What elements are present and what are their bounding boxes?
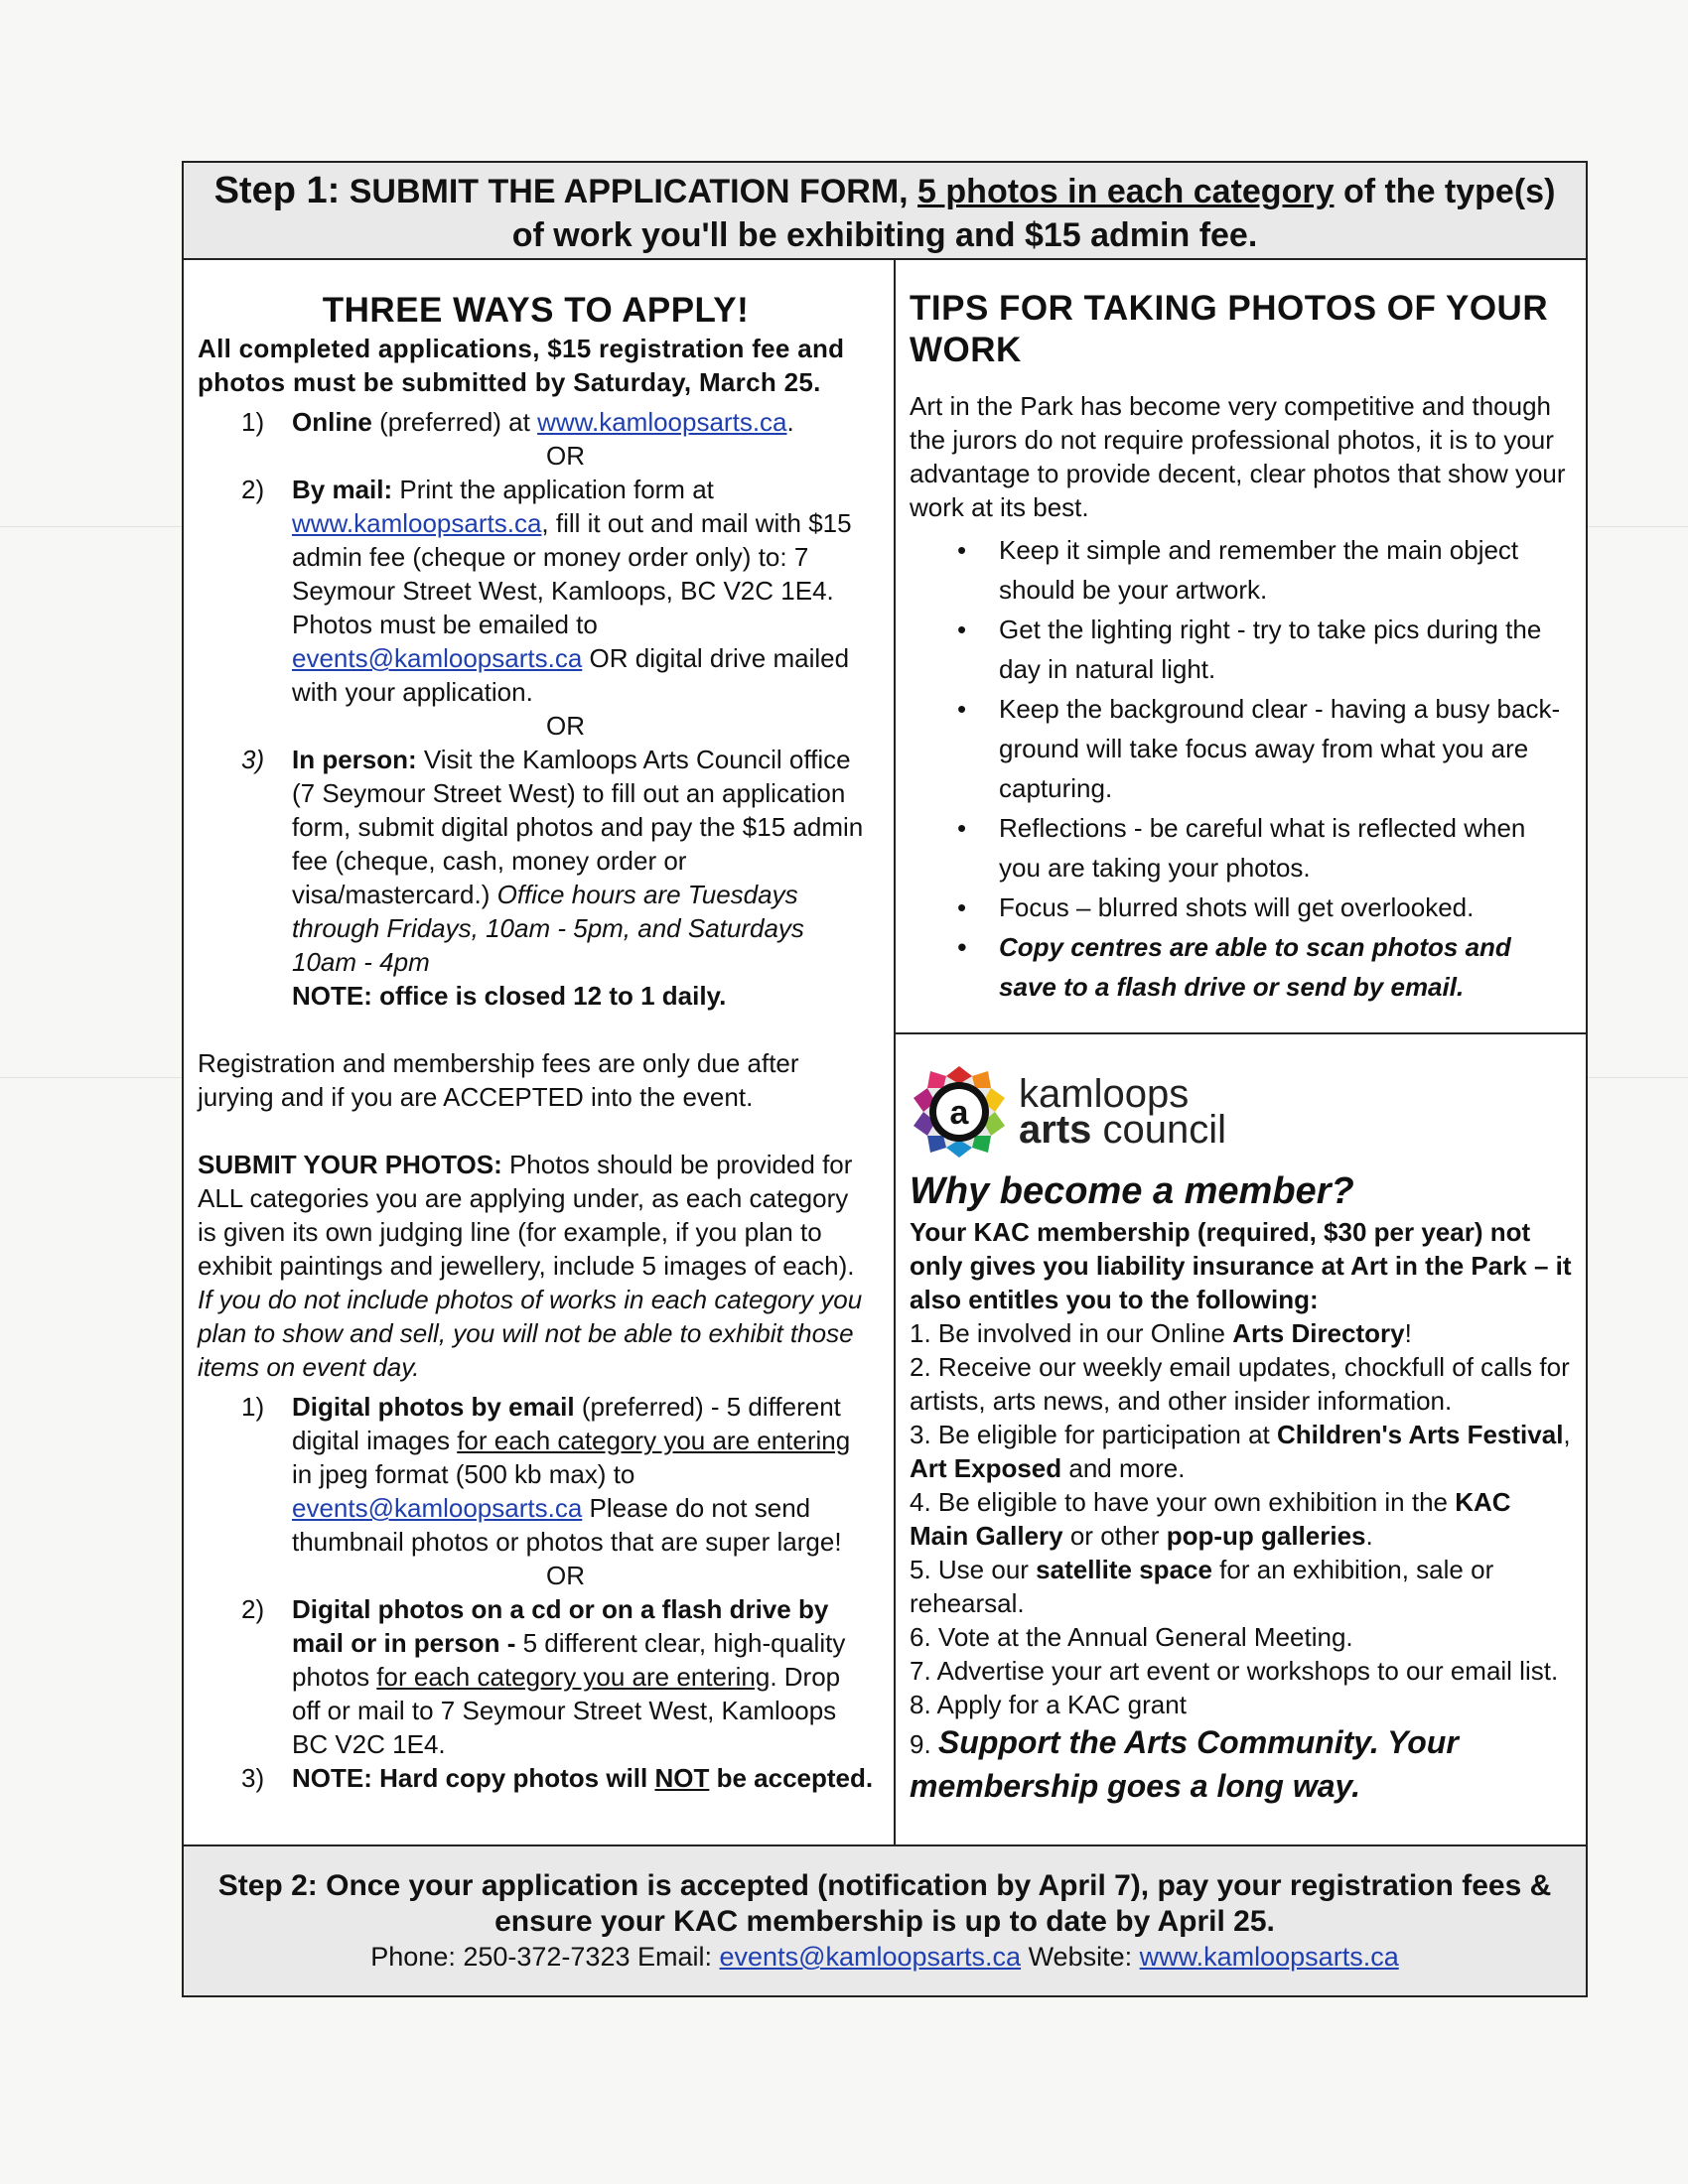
list-number: 2) (241, 475, 265, 504)
benefit-item: 9. Support the Arts Community. Your membership goes a long way. (910, 1724, 1459, 1804)
tip-item: • Reflections - be careful what is reflected when you are taking your photos. (910, 808, 1572, 887)
method-tail: . Drop off or mail to 7 Seymour Street West, Kamloops BC V2C 1E4. (292, 1662, 841, 1759)
method-text: (preferred) - 5 different digital images (292, 1392, 841, 1455)
apply-methods-2 (198, 473, 874, 709)
benefit-item: 2. Receive our weekly email updates, chockfull of calls for artists, arts news, and other insider information. (910, 1352, 1570, 1416)
method-title: Digital photos by email (292, 1392, 575, 1422)
kac-logo-text (1019, 1072, 1227, 1152)
submit-photos-heading: SUBMIT YOUR PHOTOS: (198, 1150, 502, 1179)
list-number: 2) (241, 1594, 265, 1624)
membership-benefits (910, 1316, 1572, 1807)
photo-drive (198, 1592, 874, 1761)
method-title: Digital photos on a cd or on a flash drive by mail or in person - (292, 1594, 829, 1658)
benefit-item: 1. Be involved in our Online Arts Directory! (910, 1318, 1412, 1348)
logo-line1: kamloops (1019, 1072, 1190, 1116)
or-separator: OR (546, 441, 585, 471)
step1-text-a: SUBMIT THE APPLICATION FORM, (340, 173, 918, 210)
apply-methods (198, 405, 874, 439)
step2-banner (184, 1844, 1586, 1995)
tips-section (896, 260, 1586, 1034)
tip-item-copy-centres: • Copy centres are able to scan photos and save to a flash drive or send by email. (910, 927, 1572, 1007)
benefit-item: 5. Use our satellite space for an exhibition, sale or rehearsal. (910, 1555, 1494, 1618)
list-number: 3) (241, 1763, 265, 1793)
contact-line (184, 1940, 1586, 1974)
apply-in-person (198, 743, 874, 1013)
method-title-underlined: NOT (654, 1763, 710, 1793)
underlined-text: for each category you are entering (376, 1662, 771, 1692)
tip-item: • Focus – blurred shots will get overlooked. (910, 887, 1572, 927)
submit-photos-paragraph (198, 1148, 874, 1384)
step1-lead: Step 1: (213, 170, 341, 211)
submit-photos-italic: If you do not include photos of works in each category you plan to show and sell, you will not be able to exhibit those items on event day. (198, 1285, 863, 1382)
photo-methods (198, 1390, 874, 1559)
benefit-item: 3. Be eligible for participation at Children's Arts Festival, Art Exposed and more. (910, 1420, 1571, 1483)
list-number: 3) (241, 745, 265, 774)
right-column (896, 260, 1586, 1844)
email-link[interactable]: events@kamloopsarts.ca (719, 1942, 1022, 1972)
apply-intro: All completed applications, $15 registration fee and photos must be submitted by Saturday, March 25. (198, 334, 845, 397)
apply-online (198, 405, 874, 439)
list-number: 1) (241, 407, 265, 437)
email-link[interactable]: events@kamloopsarts.ca (292, 643, 583, 673)
method-text: 5 different clear, high-quality photos (292, 1628, 846, 1692)
website-label: Website: (1021, 1942, 1140, 1972)
step1-text-b: of the type(s) of work you'll be exhibiting and $15 admin fee. (511, 173, 1556, 254)
apply-methods-3 (198, 743, 874, 1013)
list-number: 1) (241, 1392, 265, 1422)
kac-logo (910, 1062, 1572, 1161)
benefit-item: 6. Vote at the Annual General Meeting. (910, 1622, 1353, 1652)
method-title: By mail: (292, 475, 393, 504)
benefit-item: 4. Be eligible to have your own exhibition in the KAC Main Gallery or other pop-up galleries. (910, 1487, 1511, 1551)
method-title: be accepted. (709, 1763, 874, 1793)
step1-banner (184, 163, 1586, 260)
method-tail: . (786, 407, 794, 437)
phone-label: Phone: 250-372-7323 Email: (370, 1942, 720, 1972)
step2-text: Step 2: Once your application is accepted (notification by April 7), pay your registration fees & ensure your KAC membership is up to date by April 25. (217, 1869, 1552, 1938)
apply-by-mail (198, 473, 874, 709)
tip-item: • Keep it simple and remember the main object should be your artwork. (910, 530, 1572, 610)
membership-intro: Your KAC membership (required, $30 per year) not only gives you liability insurance at Art in the Park – it also entitles you to the following: (910, 1217, 1572, 1314)
website-link[interactable]: www.kamloopsarts.ca (537, 407, 787, 437)
tips-intro: Art in the Park has become very competitive and though the jurors do not require professional photos, it is to your advantage to provide decent, clear photos that show your work at its best. (910, 391, 1566, 522)
website-link[interactable]: www.kamloopsarts.ca (292, 508, 542, 538)
method-text: Print the application form at (392, 475, 714, 504)
photo-email (198, 1390, 874, 1559)
method-text: in jpeg format (500 kb max) to (292, 1459, 635, 1489)
photo-hard-copy (198, 1761, 874, 1795)
or-separator: OR (546, 1561, 585, 1590)
method-tail: OR digital drive mailed with your application. (292, 643, 850, 707)
method-title: In person: (292, 745, 417, 774)
step1-underlined: 5 photos in each category (917, 173, 1335, 210)
office-closed-note: NOTE: office is closed 12 to 1 daily. (292, 981, 727, 1011)
fees-note: Registration and membership fees are only due after jurying and if you are ACCEPTED into the event. (198, 1048, 799, 1112)
method-title: NOTE: Hard copy photos will (292, 1763, 655, 1793)
method-title: Online (292, 407, 372, 437)
benefit-item: 8. Apply for a KAC grant (910, 1690, 1187, 1719)
underlined-text: for each category you are entering (457, 1426, 851, 1455)
apply-column (184, 260, 896, 1844)
logo-arts: arts (1019, 1108, 1092, 1152)
why-member-heading: Why become a member? (910, 1170, 1354, 1212)
logo-council: council (1091, 1108, 1227, 1152)
tips-heading: TIPS FOR TAKING PHOTOS OF YOUR WORK (910, 289, 1549, 369)
email-link[interactable]: events@kamloopsarts.ca (292, 1493, 583, 1523)
office-hours: Office hours are Tuesdays through Fridays, 10am - 5pm, and Saturdays 10am - 4pm (292, 880, 804, 977)
website-link[interactable]: www.kamloopsarts.ca (1139, 1942, 1399, 1972)
svg-text:a: a (949, 1094, 969, 1132)
tips-list (910, 530, 1572, 1007)
method-text: Visit the Kamloops Arts Council office (7 Seymour Street West) to fill out an application form, submit digital photos and pay the $15 admin fee (cheque, cash, money order or visa/mastercard.) (292, 745, 864, 909)
photo-methods-2 (198, 1592, 874, 1795)
apply-heading: THREE WAYS TO APPLY! (322, 291, 750, 330)
tip-item: • Keep the background clear - having a busy back-ground will take focus away from what you are capturing. (910, 689, 1572, 808)
logo-line2 (1019, 1108, 1227, 1152)
tip-item: • Get the lighting right - try to take pics during the day in natural light. (910, 610, 1572, 689)
method-tail: Please do not send thumbnail photos or photos that are super large! (292, 1493, 842, 1557)
submit-photos-text: Photos should be provided for ALL categories you are applying under, as each category is given its own judging line (for example, if you plan to exhibit paintings and jewellery, include 5 images of each). (198, 1150, 855, 1281)
kac-logo-icon (910, 1062, 1009, 1161)
method-tail: , fill it out and mail with $15 admin fee (cheque or money order only) to: 7 Seymour Street West, Kamloops, BC V2C 1E4. Photos must be emailed to (292, 508, 852, 639)
or-separator: OR (546, 711, 585, 741)
kac-membership-section (896, 1034, 1586, 1807)
benefit-item: 7. Advertise your art event or workshops to our email list. (910, 1656, 1559, 1686)
method-text: (preferred) at (371, 407, 538, 437)
flyer-frame (182, 161, 1588, 1997)
